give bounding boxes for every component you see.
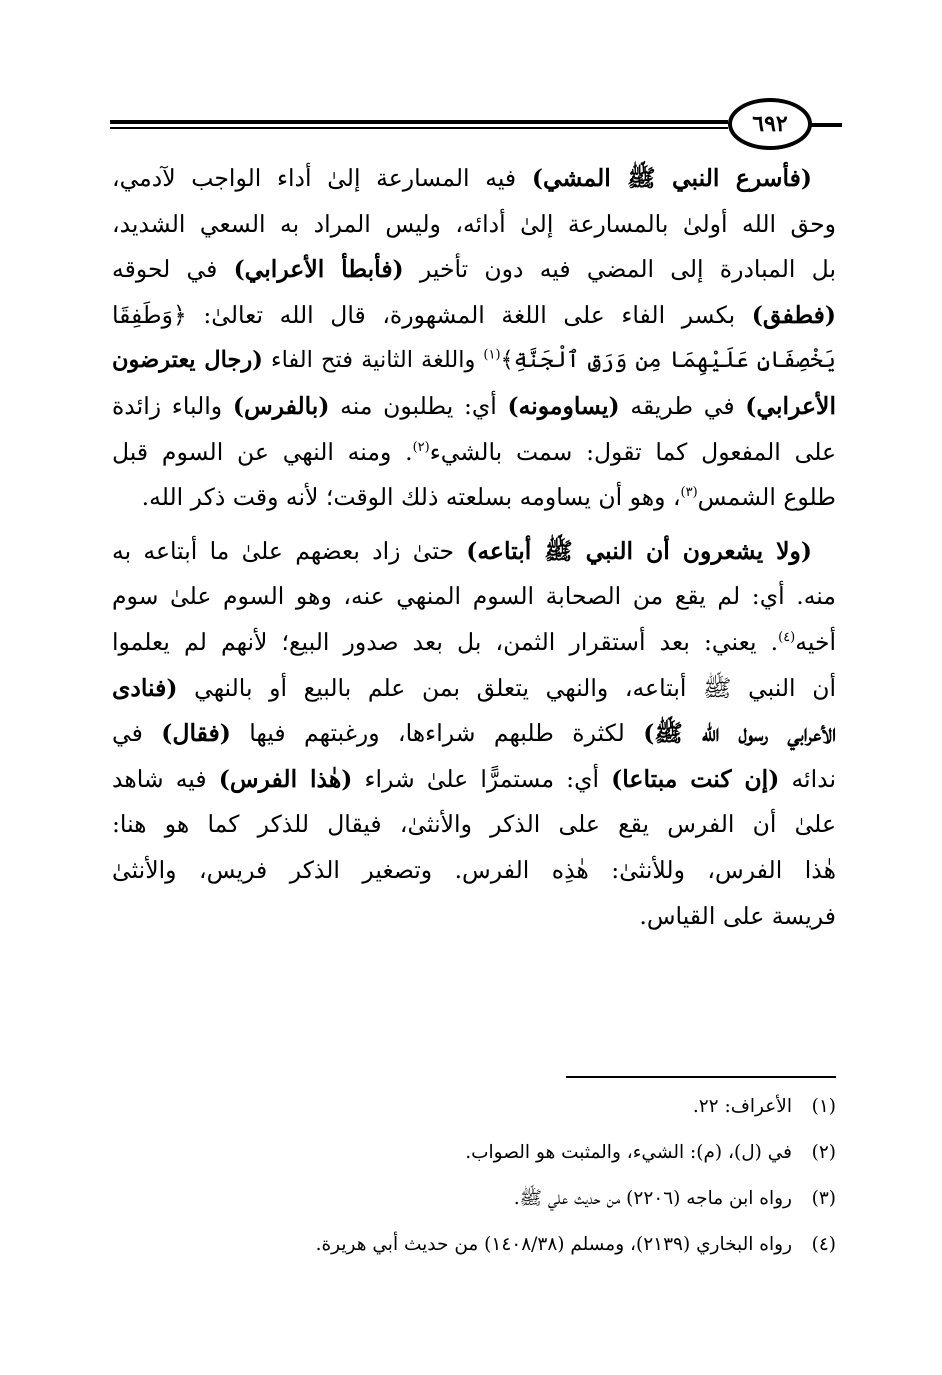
footnote-number: (٤) [811,1234,836,1255]
text-run: ندائه [779,764,836,793]
text-run: منه. أي: لم يقع من الصحابة السوم المنهي عنه، وهو السوم علىٰ سوم [112,582,836,611]
text-run: حتىٰ زاد بعضهم علىٰ ما أبتاعه به [112,536,467,565]
bold-term: (ولا يشعرون أن النبي ﷺ أبتاعه) [466,536,812,565]
footnote-text: رواه البخاري (٢١٣٩)، ومسلم (١٤٠٨/٣٨) من حديث أبي هريرة. [315,1234,792,1255]
footnote-ref: (٤) [778,630,796,646]
text-line [112,202,836,248]
text-run: بل المبادرة إلى المضي فيه دون تأخير [403,255,836,284]
text-line [112,574,836,620]
text-line [112,529,836,575]
text-line [112,475,836,521]
footnote [112,1176,836,1222]
text-run: . ومنه النهي عن السوم قبل [112,437,413,466]
paragraph [112,156,836,521]
text-run: فيه شاهد [112,764,219,793]
footnote-number: (٢) [811,1142,836,1163]
main-text [112,156,836,939]
footnote [112,1222,836,1268]
text-line [112,338,836,384]
text-line [112,620,836,666]
text-run: على المفعول كما تقول: سمت بالشيء [429,437,836,466]
text-run: في طريقه [619,391,746,420]
footnote-ref: (٢) [412,439,430,455]
text-run: في لحوقه [112,255,234,284]
text-line [112,894,836,940]
footnote-ref: (١) [483,347,501,363]
footnote-text: رواه ابن ماجه (٢٢٠٦) من حديث علي ﷺ. [513,1188,792,1209]
footnote-text: في (ل)، (م): الشيء، والمثبت هو الصواب. [465,1142,792,1163]
text-run: لكثرة طلبهم شراءها، ورغبتهم فيها [230,719,644,748]
text-line [112,293,836,339]
text-run: . يعني: بعد أستقرار الثمن، بل بعد صدور البيع؛ لأنهم لم يعلموا [112,627,779,656]
bold-term: (هٰذا الفرس) [218,764,353,793]
bold-term: الأعرابي) [745,391,836,420]
bold-term: (رجال يعترضون [112,347,263,374]
text-run: وحق الله أولىٰ بالمسارعة إلىٰ أدائه، وليس المراد به السعي الشديد، [112,209,836,238]
page-number-badge [728,98,812,150]
text-run: بكسر الفاء على اللغة المشهورة، قال الله تعالىٰ: ﴿وَطَفِقَا [112,300,752,329]
footnote [112,1130,836,1176]
bold-term: (فأبطأ الأعرابي) [233,255,404,284]
footnote [112,1084,836,1130]
text-run: طلوع الشمس [697,483,836,512]
text-line [112,757,836,803]
bold-term: (يساومونه) [507,391,620,420]
text-line [112,156,836,202]
header-rule-right [810,123,842,127]
text-line [112,848,836,894]
footnote-separator [566,1076,836,1078]
footnote-ref: (٣) [680,485,698,501]
text-run: فريسة على القياس. [639,901,836,930]
text-line [112,384,836,430]
bold-term: (فنادى [112,673,178,702]
text-run: هٰذا الفرس، وللأنثىٰ: هٰذِه الفرس. وتصغير الذكر فريس، والأنثىٰ [112,855,836,884]
text-run: يَخْصِفَانِ عَلَيْهِمَا مِن وَرَقِ ٱلْجَنَّةِ﴾ [500,347,836,374]
text-line [112,247,836,293]
paragraph [112,529,836,939]
text-run: أي: يطلبون منه [329,391,508,420]
page-number: ٦٩٢ [752,111,788,137]
bold-term: (فقال) [161,719,231,748]
text-run: والباء زائدة [112,391,233,420]
bold-term: (فأسرع النبي ﷺ المشي) [531,164,812,192]
text-line [112,711,836,757]
bold-term: (إن كنت مبتاعا) [611,764,780,793]
header-rule-thin [110,127,728,129]
bold-term: الأعرابي رسول الله ﷺ) [643,719,836,748]
text-run: فيه المسارعة إلىٰ أداء الواجب لآدمي، [112,164,532,192]
text-line [112,666,836,712]
text-run: أن النبي ﷺ أبتاعه، والنهي يتعلق بمن علم بالبيع أو بالنهي [177,673,836,702]
footnote-text: الأعراف: ٢٢. [692,1096,792,1117]
text-run: ، وهو أن يساومه بسلعته ذلك الوقت؛ لأنه وقت ذكر الله. [141,483,681,512]
bold-term: (بالفرس) [232,391,330,420]
footnotes [112,1084,836,1268]
page-header [110,96,842,156]
footnote-number: (٣) [811,1188,836,1209]
footnote-number: (١) [811,1096,836,1117]
text-run: في [112,719,162,748]
text-run: أي: مستمرًّا علىٰ شراء [352,764,612,793]
text-run: علىٰ أن الفرس يقع على الذكر والأنثىٰ، فيقال للذكر كما هو هنا: [112,810,836,839]
text-run: أخيه [795,627,836,656]
text-run: واللغة الثانية فتح الفاء [262,347,484,374]
text-line [112,802,836,848]
text-line [112,430,836,476]
header-rule-thick [110,120,728,124]
bold-term: (فطفق) [751,300,836,329]
